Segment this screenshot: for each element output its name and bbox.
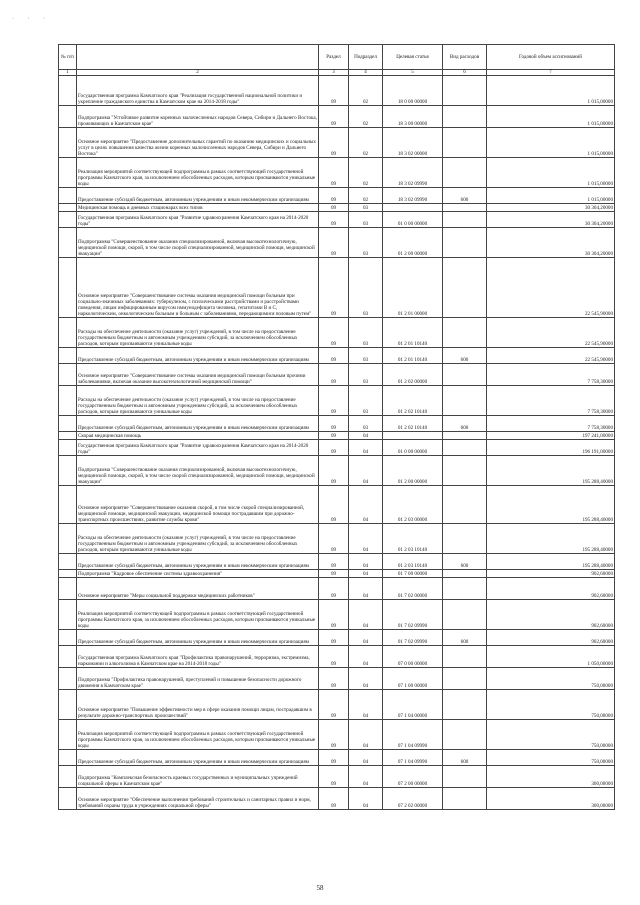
row-vid (443, 578, 487, 600)
row-podrazdel: 02 (349, 188, 383, 204)
colnum-1: 1 (59, 70, 77, 76)
table-row (59, 456, 615, 486)
row-name: Подпрограмма "Устойчивое развитие коренных малочисленных народов Севера, Сибири и Дальнего Востока, проживающих в Камчатском крае" (77, 106, 319, 128)
row-sum: 195 288,40000 (487, 554, 615, 570)
row-number (59, 668, 77, 690)
row-target: 01 7 02 00000 (383, 578, 443, 600)
row-sum: 1 015,00000 (487, 188, 615, 204)
table-row (59, 364, 615, 386)
row-vid (443, 486, 487, 524)
row-razdel: 09 (319, 456, 349, 486)
row-name: Предоставление субсидий бюджетным, автономным учреждениям и иным некоммерческим организациям (77, 416, 319, 432)
row-target: 07 1 00 00000 (383, 668, 443, 690)
table-row (59, 258, 615, 318)
row-podrazdel: 03 (349, 348, 383, 364)
row-vid (443, 570, 487, 578)
row-name: Реализация мероприятий соответствующей подпрограммы в рамках соответствующей государственной программы Камчатского края, за исключением обособленных расходов, которым присваиваются уникальные коды (77, 720, 319, 750)
row-vid: 600 (443, 416, 487, 432)
header-razdel: Раздел (319, 45, 349, 70)
row-vid: 600 (443, 348, 487, 364)
row-podrazdel: 02 (349, 128, 383, 158)
row-target: 01 2 00 00000 (383, 228, 443, 258)
budget-table (58, 44, 615, 810)
row-vid (443, 646, 487, 668)
row-podrazdel: 04 (349, 486, 383, 524)
row-target: 18 3 02 09990 (383, 188, 443, 204)
row-podrazdel: 04 (349, 456, 383, 486)
row-name: Подпрограмма "Комплексная безопасность краевых государственных и муниципальных учреждений социальной сферы в Камчатском крае" (77, 766, 319, 788)
row-vid (443, 364, 487, 386)
table-row (59, 348, 615, 364)
row-number (59, 258, 77, 318)
row-number (59, 600, 77, 630)
row-number (59, 364, 77, 386)
row-sum: 1 015,00000 (487, 128, 615, 158)
row-razdel: 09 (319, 386, 349, 416)
row-sum: 1 050,00000 (487, 646, 615, 668)
row-podrazdel: 04 (349, 600, 383, 630)
row-podrazdel: 04 (349, 524, 383, 554)
row-sum: 902,60000 (487, 578, 615, 600)
row-podrazdel: 04 (349, 570, 383, 578)
row-name: Основное мероприятие "Совершенствование системы оказания медицинской помощи больным при социально-значимых заболеваниях: туберкулезом, с психическими расстройствами и расстройствами поведения, лицам инфицированным вирусом иммунодефицита человека, гепатитами В и С, наркологическим, онкологическим больным и больным с заболеваниями, передающимися половым путем" (77, 258, 319, 318)
row-podrazdel: 04 (349, 646, 383, 668)
row-number (59, 720, 77, 750)
row-number (59, 188, 77, 204)
row-name: Основное мероприятие "Совершенствование оказания скорой, в том числе скорой специализированной, медицинской помощи, медицинской эвакуации, медицинской помощи пострадавшим при дорожно-транспортных происшествиях, развитие службы крови" (77, 486, 319, 524)
row-podrazdel: 03 (349, 416, 383, 432)
row-number (59, 128, 77, 158)
row-number (59, 228, 77, 258)
row-target: 01 2 00 00000 (383, 456, 443, 486)
row-target: 01 2 02 00000 (383, 364, 443, 386)
row-name: Государственная программа Камчатского края "Развитие здравоохранения Камчатского края на 2014-2020 годы" (77, 440, 319, 456)
header-sum: Годовой объем ассигнований (487, 45, 615, 70)
row-target: 18 3 02 00000 (383, 128, 443, 158)
row-target: 01 2 02 10140 (383, 416, 443, 432)
row-vid (443, 690, 487, 720)
row-name: Подпрограмма "Кадровое обеспечение системы здравоохранения" (77, 570, 319, 578)
row-name: Расходы на обеспечение деятельности (оказание услуг) учреждений, в том числе на предоставление государственным бюджетным и автономным учреждениям субсидий, за исключением обособленных расходов, которым присваиваются уникальные коды (77, 386, 319, 416)
colnum-7: 7 (487, 70, 615, 76)
row-sum: 902,60000 (487, 600, 615, 630)
row-razdel: 09 (319, 630, 349, 646)
row-name: Основное мероприятие "Предоставление дополнительных гарантий по оказанию медицинских и социальных услуг в целях повышения качества жизни коренных малочисленных народов Севера, Сибири и Дальнего Востока" (77, 128, 319, 158)
row-podrazdel: 04 (349, 720, 383, 750)
row-number (59, 578, 77, 600)
row-razdel: 09 (319, 578, 349, 600)
row-vid (443, 456, 487, 486)
row-sum: 195 288,40000 (487, 486, 615, 524)
row-sum: 1 015,00000 (487, 158, 615, 188)
row-name: Предоставление субсидий бюджетным, автономным учреждениям и иным некоммерческим организациям (77, 750, 319, 766)
row-name: Скорая медицинская помощь (77, 432, 319, 440)
row-target: 18 3 00 00000 (383, 106, 443, 128)
row-podrazdel: 04 (349, 578, 383, 600)
row-name: Подпрограмма "Совершенствование оказания специализированной, включая высокотехнологичную, медицинской помощи, скорой, в том числе скорой специализированной, медицинской помощи, медицинской эвакуации" (77, 228, 319, 258)
row-number (59, 106, 77, 128)
row-sum: 750,00000 (487, 668, 615, 690)
header-podrazdel: Подраздел (349, 45, 383, 70)
row-name: Предоставление субсидий бюджетным, автономным учреждениям и иным некоммерческим организациям (77, 348, 319, 364)
table-row (59, 720, 615, 750)
row-target: 01 2 01 10140 (383, 348, 443, 364)
row-number (59, 204, 77, 212)
row-razdel: 09 (319, 750, 349, 766)
table-row (59, 76, 615, 106)
row-podrazdel: 02 (349, 106, 383, 128)
row-name: Государственная программа Камчатского края "Реализация государственной национальной политики и укрепление гражданского единства в Камчатском крае на 2014-2018 годы" (77, 76, 319, 106)
row-name: Реализация мероприятий соответствующей подпрограммы в рамках соответствующей государственной программы Камчатского края, за исключением обособленных расходов, которым присваиваются уникальные коды (77, 158, 319, 188)
row-name: Подпрограмма "Совершенствование оказания специализированной, включая высокотехнологичную, медицинской помощи, скорой, в том числе скорой специализированной, медицинской помощи, медицинской эвакуации" (77, 456, 319, 486)
row-podrazdel: 03 (349, 258, 383, 318)
row-sum: 22 545,90000 (487, 318, 615, 348)
row-vid: 600 (443, 750, 487, 766)
row-sum: 7 758,30000 (487, 416, 615, 432)
row-vid: 600 (443, 630, 487, 646)
row-razdel: 09 (319, 188, 349, 204)
row-name: Основное мероприятие "Обеспечение выполнения требований строительных и санитарных правил и норм, требований охраны труда в учреждениях социальной сферы" (77, 788, 319, 810)
row-target: 18 3 02 09990 (383, 158, 443, 188)
row-razdel: 09 (319, 486, 349, 524)
row-razdel: 09 (319, 570, 349, 578)
header-name (77, 45, 319, 70)
row-sum: 7 758,30000 (487, 364, 615, 386)
table-row (59, 228, 615, 258)
row-name: Предоставление субсидий бюджетным, автономным учреждениям и иным некоммерческим организациям (77, 630, 319, 646)
row-razdel: 09 (319, 364, 349, 386)
scan-specks: · · · (12, 16, 51, 22)
row-razdel: 09 (319, 440, 349, 456)
table-row (59, 690, 615, 720)
row-number (59, 630, 77, 646)
row-vid (443, 106, 487, 128)
row-number (59, 766, 77, 788)
row-target: 01 2 03 10140 (383, 554, 443, 570)
row-number (59, 212, 77, 228)
row-sum: 30 304,20000 (487, 228, 615, 258)
header-vid: Вид расходов (443, 45, 487, 70)
row-razdel: 09 (319, 600, 349, 630)
row-razdel: 09 (319, 212, 349, 228)
row-razdel: 09 (319, 228, 349, 258)
row-number (59, 158, 77, 188)
row-vid (443, 204, 487, 212)
table-body (59, 76, 615, 810)
row-number (59, 524, 77, 554)
row-razdel: 09 (319, 106, 349, 128)
row-target: 07 2 02 00000 (383, 788, 443, 810)
row-podrazdel: 04 (349, 690, 383, 720)
table-row (59, 416, 615, 432)
row-podrazdel: 02 (349, 76, 383, 106)
row-razdel: 09 (319, 766, 349, 788)
table-row (59, 630, 615, 646)
row-number (59, 456, 77, 486)
row-name: Государственная программа Камчатского края "Профилактика правонарушений, терроризма, экстремизма, наркомании и алкоголизма в Камчатском крае на 2014-2018 годы" (77, 646, 319, 668)
table-header-row (59, 45, 615, 70)
row-vid (443, 720, 487, 750)
table-row (59, 646, 615, 668)
table-row (59, 432, 615, 440)
row-number (59, 646, 77, 668)
row-vid: 600 (443, 188, 487, 204)
row-vid (443, 386, 487, 416)
row-podrazdel: 03 (349, 212, 383, 228)
row-razdel: 09 (319, 76, 349, 106)
row-target: 01 2 03 00000 (383, 486, 443, 524)
row-vid (443, 432, 487, 440)
row-vid (443, 668, 487, 690)
row-vid (443, 258, 487, 318)
row-vid (443, 318, 487, 348)
row-razdel: 09 (319, 554, 349, 570)
row-podrazdel: 03 (349, 204, 383, 212)
row-number (59, 554, 77, 570)
row-sum: 750,00000 (487, 750, 615, 766)
row-sum: 7 758,30000 (487, 386, 615, 416)
row-number (59, 750, 77, 766)
table-row (59, 158, 615, 188)
row-podrazdel: 03 (349, 386, 383, 416)
header-target: Целевая статья (383, 45, 443, 70)
row-target: 01 2 01 10140 (383, 318, 443, 348)
row-sum: 300,00000 (487, 766, 615, 788)
row-podrazdel: 04 (349, 440, 383, 456)
row-target: 07 1 04 09990 (383, 720, 443, 750)
row-target (383, 204, 443, 212)
row-sum: 30 304,20000 (487, 204, 615, 212)
row-number (59, 386, 77, 416)
row-sum: 1 015,00000 (487, 106, 615, 128)
row-name: Расходы на обеспечение деятельности (оказание услуг) учреждений, в том числе на предоставление государственным бюджетным и автономным учреждениям субсидий, за исключением обособленных расходов, которым присваиваются уникальные коды (77, 524, 319, 554)
row-name: Подпрограмма "Профилактика правонарушений, преступлений и повышение безопасности дорожного движения в Камчатском крае" (77, 668, 319, 690)
row-target: 07 0 00 00000 (383, 646, 443, 668)
row-target: 01 2 01 00000 (383, 258, 443, 318)
row-vid: 600 (443, 554, 487, 570)
row-sum: 195 288,40000 (487, 456, 615, 486)
row-name: Предоставление субсидий бюджетным, автономным учреждениям и иным некоммерческим организациям (77, 554, 319, 570)
row-sum: 22 545,90000 (487, 348, 615, 364)
row-sum: 902,60000 (487, 630, 615, 646)
table-row (59, 766, 615, 788)
row-podrazdel: 04 (349, 554, 383, 570)
row-name: Реализация мероприятий соответствующей подпрограммы в рамках соответствующей государственной программы Камчатского края, за исключением обособленных расходов, которым присваиваются уникальные коды (77, 600, 319, 630)
row-podrazdel: 04 (349, 766, 383, 788)
row-number (59, 318, 77, 348)
table-row (59, 128, 615, 158)
row-target (383, 432, 443, 440)
row-number (59, 432, 77, 440)
table-row (59, 788, 615, 810)
header-no: № п/п (59, 45, 77, 70)
row-podrazdel: 02 (349, 158, 383, 188)
row-target: 01 7 00 00000 (383, 570, 443, 578)
row-razdel: 09 (319, 416, 349, 432)
row-vid (443, 128, 487, 158)
row-razdel: 09 (319, 318, 349, 348)
row-podrazdel: 03 (349, 364, 383, 386)
row-sum: 902,60000 (487, 570, 615, 578)
row-sum: 300,00000 (487, 788, 615, 810)
row-razdel: 09 (319, 128, 349, 158)
row-razdel: 09 (319, 788, 349, 810)
row-vid (443, 158, 487, 188)
row-number (59, 440, 77, 456)
table-row (59, 600, 615, 630)
row-razdel: 09 (319, 646, 349, 668)
row-number (59, 570, 77, 578)
row-number (59, 416, 77, 432)
row-target: 01 0 00 00000 (383, 440, 443, 456)
row-vid (443, 440, 487, 456)
row-sum: 195 288,40000 (487, 524, 615, 554)
colnum-4: 4 (349, 70, 383, 76)
row-podrazdel: 04 (349, 788, 383, 810)
table-row (59, 524, 615, 554)
table-row (59, 212, 615, 228)
row-sum: 196 191,00000 (487, 440, 615, 456)
row-name: Предоставление субсидий бюджетным, автономным учреждениям и иным некоммерческим организациям (77, 188, 319, 204)
row-sum: 750,00000 (487, 690, 615, 720)
row-vid (443, 524, 487, 554)
colnum-6: 6 (443, 70, 487, 76)
table-row (59, 204, 615, 212)
table-row (59, 570, 615, 578)
row-name: Основное мероприятие "Меры социальной поддержки медицинских работников" (77, 578, 319, 600)
colnum-5: 5 (383, 70, 443, 76)
row-name: Государственная программа Камчатского края "Развитие здравоохранения Камчатского края на 2014-2020 годы" (77, 212, 319, 228)
table-row (59, 106, 615, 128)
row-name: Основное мероприятие "Повышение эффективности мер в сфере оказания помощи лицам, пострадавшим в результате дорожно-транспортных происшествий" (77, 690, 319, 720)
row-vid (443, 76, 487, 106)
row-target: 07 2 00 00000 (383, 766, 443, 788)
row-target: 01 2 02 10140 (383, 386, 443, 416)
row-vid (443, 600, 487, 630)
row-name: Медицинская помощь в дневных стационарах всех типов (77, 204, 319, 212)
row-number (59, 690, 77, 720)
row-target: 18 0 00 00000 (383, 76, 443, 106)
row-sum: 22 545,90000 (487, 258, 615, 318)
row-razdel: 09 (319, 720, 349, 750)
colnum-3: 3 (319, 70, 349, 76)
row-vid (443, 212, 487, 228)
row-number (59, 788, 77, 810)
row-target: 07 1 04 09990 (383, 750, 443, 766)
row-name: Основное мероприятие "Совершенствование системы оказания медицинской помощи больным прочими заболеваниями, включая оказание высокотехнологичной медицинской помощи" (77, 364, 319, 386)
row-sum: 197 241,00000 (487, 432, 615, 440)
row-podrazdel: 04 (349, 668, 383, 690)
table-row (59, 554, 615, 570)
row-vid (443, 788, 487, 810)
table-row (59, 386, 615, 416)
row-target: 01 2 03 10140 (383, 524, 443, 554)
colnum-2: 2 (77, 70, 319, 76)
row-podrazdel: 03 (349, 228, 383, 258)
row-number (59, 76, 77, 106)
row-podrazdel: 03 (349, 318, 383, 348)
table-row (59, 440, 615, 456)
row-vid (443, 766, 487, 788)
row-podrazdel: 04 (349, 630, 383, 646)
row-target: 01 7 02 09990 (383, 600, 443, 630)
table-row (59, 188, 615, 204)
row-razdel: 09 (319, 348, 349, 364)
row-vid (443, 228, 487, 258)
row-sum: 1 015,00000 (487, 76, 615, 106)
table-row (59, 318, 615, 348)
row-target: 07 1 04 00000 (383, 690, 443, 720)
row-razdel: 09 (319, 524, 349, 554)
table-row (59, 578, 615, 600)
row-name: Расходы на обеспечение деятельности (оказание услуг) учреждений, в том числе на предоставление государственным бюджетным и автономным учреждениям субсидий, за исключением обособленных расходов, которым присваиваются уникальные коды (77, 318, 319, 348)
table-row (59, 486, 615, 524)
table-row (59, 668, 615, 690)
page-number: 58 (316, 884, 324, 892)
row-number (59, 486, 77, 524)
row-razdel: 09 (319, 204, 349, 212)
row-razdel: 09 (319, 158, 349, 188)
table-row (59, 750, 615, 766)
row-number (59, 348, 77, 364)
row-target: 01 7 02 09990 (383, 630, 443, 646)
row-sum: 750,00000 (487, 720, 615, 750)
row-razdel: 09 (319, 668, 349, 690)
row-razdel: 09 (319, 432, 349, 440)
row-razdel: 09 (319, 690, 349, 720)
row-razdel: 09 (319, 258, 349, 318)
row-sum: 30 304,20000 (487, 212, 615, 228)
row-target: 01 0 00 00000 (383, 212, 443, 228)
row-podrazdel: 04 (349, 750, 383, 766)
row-podrazdel: 04 (349, 432, 383, 440)
